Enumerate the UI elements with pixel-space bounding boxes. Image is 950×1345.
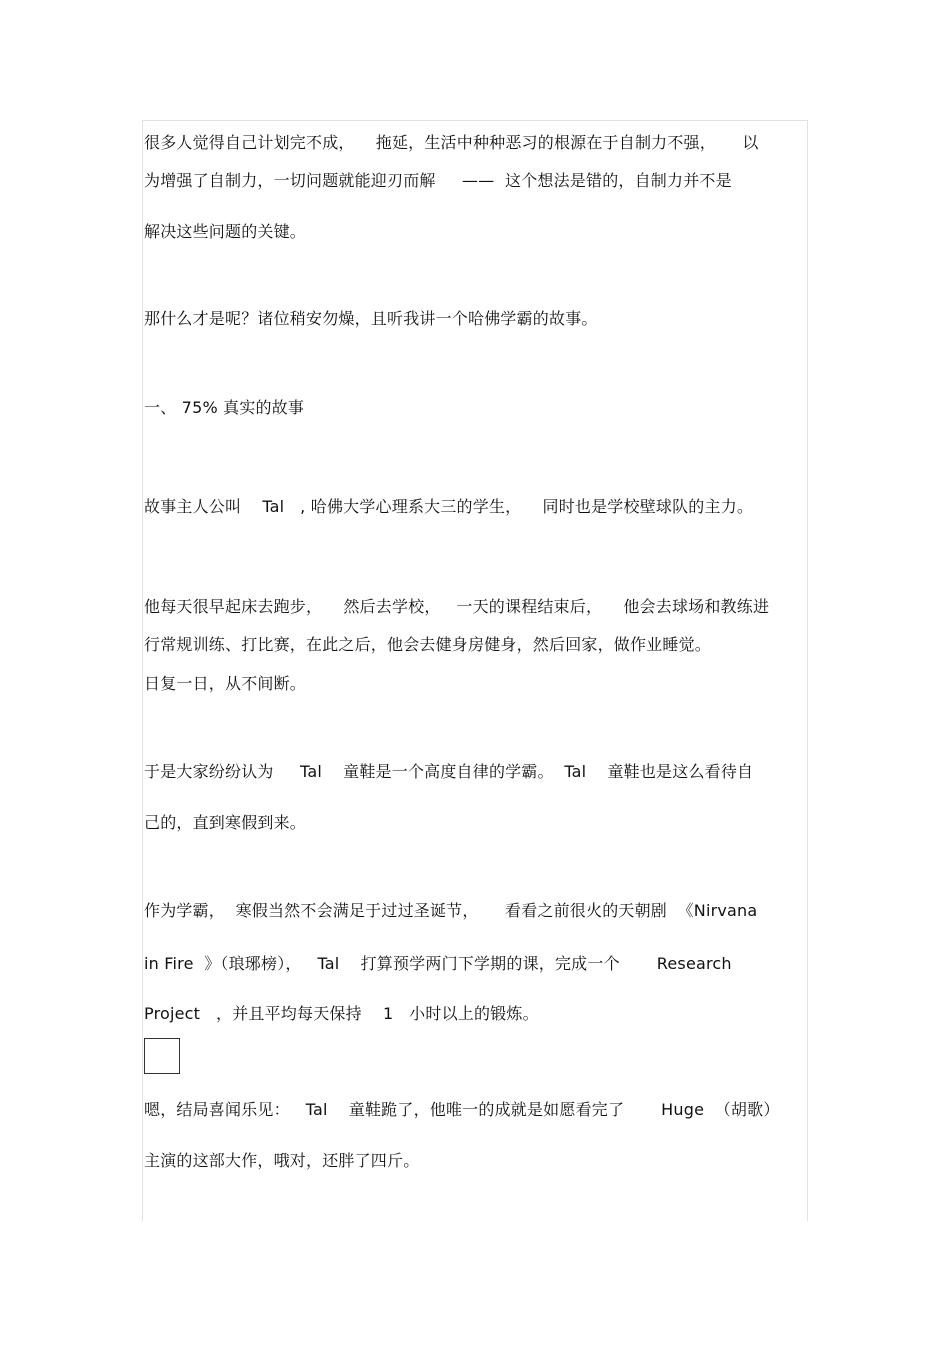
image-placeholder — [144, 1038, 180, 1074]
page-frame — [142, 120, 808, 1221]
paragraph-4-line-3: 日复一日，从不间断。 — [144, 674, 307, 693]
section-heading: 一、 75% 真实的故事 — [144, 398, 305, 417]
paragraph-6-line-1: 作为学霸， 寒假当然不会满足于过过圣诞节， 看看之前很火的天朝剧 《Nirvana — [144, 901, 758, 920]
paragraph-1-line-3: 解决这些问题的关键。 — [144, 222, 307, 241]
paragraph-1-line-1: 很多人觉得自己计划完不成， 拖延，生活中种种恶习的根源在于自制力不强， 以 — [144, 133, 759, 152]
paragraph-4-line-1: 他每天很早起床去跑步， 然后去学校， 一天的课程结束后， 他会去球场和教练进 — [144, 597, 770, 616]
paragraph-2: 那什么才是呢？诸位稍安勿燥，且听我讲一个哈佛学霸的故事。 — [144, 309, 598, 328]
paragraph-5-line-2: 己的，直到寒假到来。 — [144, 813, 307, 832]
paragraph-3: 故事主人公叫 Tal , 哈佛大学心理系大三的学生， 同时也是学校壁球队的主力。 — [144, 497, 754, 516]
paragraph-6-line-2: in Fire 》（琅琊榜）， Tal 打算预学两门下学期的课，完成一个 Research — [144, 954, 732, 973]
paragraph-7-line-1: 嗯，结局喜闻乐见： Tal 童鞋跪了，他唯一的成就是如愿看完了 Huge （胡歌） — [144, 1100, 780, 1119]
paragraph-5-line-1: 于是大家纷纷认为 Tal 童鞋是一个高度自律的学霸。 Tal 童鞋也是这么看待自 — [144, 762, 754, 781]
paragraph-7-line-2: 主演的这部大作，哦对，还胖了四斤。 — [144, 1151, 420, 1170]
paragraph-6-line-3: Project ，并且平均每天保持 1 小时以上的锻炼。 — [144, 1004, 539, 1023]
paragraph-4-line-2: 行常规训练、打比赛，在此之后，他会去健身房健身，然后回家，做作业睡觉。 — [144, 635, 712, 654]
paragraph-1-line-2: 为增强了自制力，一切问题就能迎刃而解 —— 这个想法是错的，自制力并不是 — [144, 171, 732, 190]
